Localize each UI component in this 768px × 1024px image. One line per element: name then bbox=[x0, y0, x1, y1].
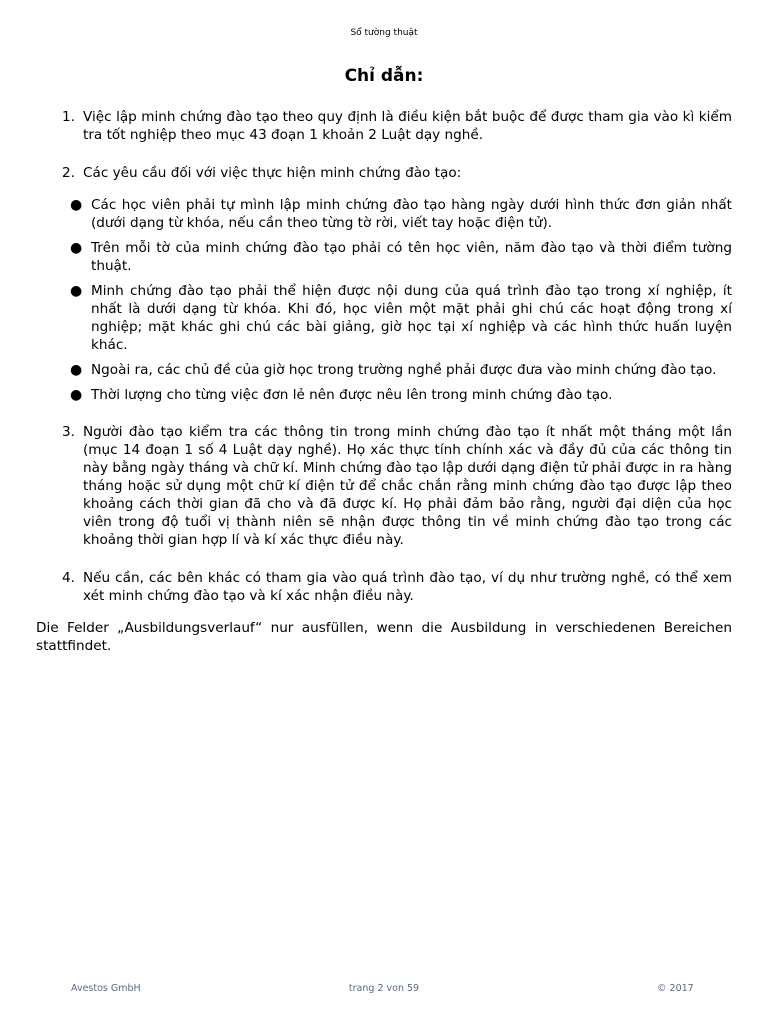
page-title: Chỉ dẫn: bbox=[344, 66, 424, 86]
bullet-icon: ● bbox=[70, 387, 83, 403]
list-item-text: Ngoài ra, các chủ đề của giờ học trong trường nghề phải được đưa vào minh chứng đào tạo. bbox=[91, 362, 717, 378]
item-text: Nếu cần, các bên khác có tham gia vào quá trình đào tạo, ví dụ như trường nghề, có thể xem xét minh chứng đào tạo và kí xác nhận điều này. bbox=[83, 570, 732, 604]
bullet-icon: ● bbox=[70, 197, 83, 213]
item-text: Việc lập minh chứng đào tạo theo quy định là điều kiện bắt buộc để được tham gia vào kì kiểm tra tốt nghiệp theo mục 43 đoạn 1 khoản 2 Luật dạy nghề. bbox=[83, 109, 732, 143]
item-text: Các yêu cầu đối với việc thực hiện minh chứng đào tạo: bbox=[83, 165, 462, 181]
numbered-item-4 bbox=[36, 569, 732, 605]
bullet-icon: ● bbox=[70, 362, 83, 378]
list-item bbox=[36, 386, 732, 404]
list-item-text: Trên mỗi tờ của minh chứng đào tạo phải có tên học viên, năm đào tạo và thời điểm tường thuật. bbox=[91, 240, 732, 274]
requirements-list bbox=[36, 196, 732, 404]
list-item-text: Các học viên phải tự mình lập minh chứng đào tạo hàng ngày dưới hình thức đơn giản nhất (dưới dạng từ khóa, nếu cần theo từng tờ rời, viết tay hoặc điện tử). bbox=[91, 197, 732, 231]
list-item bbox=[36, 196, 732, 232]
document-body bbox=[36, 108, 732, 655]
item-number: 2. bbox=[62, 165, 75, 181]
footer-company: Avestos GmbH bbox=[71, 983, 141, 994]
numbered-item-2 bbox=[36, 164, 732, 182]
list-item-text: Thời lượng cho từng việc đơn lẻ nên được nêu lên trong minh chứng đào tạo. bbox=[91, 387, 613, 403]
item-number: 1. bbox=[62, 109, 75, 125]
list-item-text: Minh chứng đào tạo phải thể hiện được nội dung của quá trình đào tạo trong xí nghiệp, ít nhất là dưới dạng từ khóa. Khi đó, học viên một mặt phải ghi chú các hoạt động trong xí nghiệp; mặt khác ghi chú các bài giảng, giờ học tại xí nghiệp và các hình thức huấn luyện khác. bbox=[91, 283, 732, 353]
running-header: Sổ tường thuật bbox=[350, 28, 418, 38]
list-item bbox=[36, 282, 732, 354]
item-number: 4. bbox=[62, 570, 75, 586]
footer-copyright: © 2017 bbox=[657, 983, 694, 994]
bullet-icon: ● bbox=[70, 240, 83, 256]
list-item bbox=[36, 239, 732, 275]
bullet-icon: ● bbox=[70, 283, 83, 299]
closing-note: Die Felder „Ausbildungsverlauf“ nur ausfüllen, wenn die Ausbildung in verschiedenen Bereichen stattfindet. bbox=[36, 620, 732, 654]
item-number: 3. bbox=[62, 424, 75, 440]
item-text: Người đào tạo kiểm tra các thông tin trong minh chứng đào tạo ít nhất một tháng một lần (mục 14 đoạn 1 số 4 Luật dạy nghề). Họ xác thực tính chính xác và đầy đủ của các thông tin này bằng ngày tháng và chữ kí. Minh chứng đào tạo lập dưới dạng điện tử phải được in ra hàng tháng hoặc sử dụng một chữ kí điện tử để chắc chắn rằng minh chứng đào tạo được lập theo khoảng cách thời gian đã cho và đã được kí. Họ phải đảm bảo rằng, người đại diện của học viên trong độ tuổi vị thành niên sẽ nhận được thông tin về minh chứng đào tạo trong các khoảng thời gian hợp lí và kí xác thực điều này. bbox=[83, 424, 732, 548]
footer-page-number: trang 2 von 59 bbox=[348, 983, 420, 994]
numbered-item-3 bbox=[36, 423, 732, 549]
list-item bbox=[36, 361, 732, 379]
numbered-item-1 bbox=[36, 108, 732, 144]
